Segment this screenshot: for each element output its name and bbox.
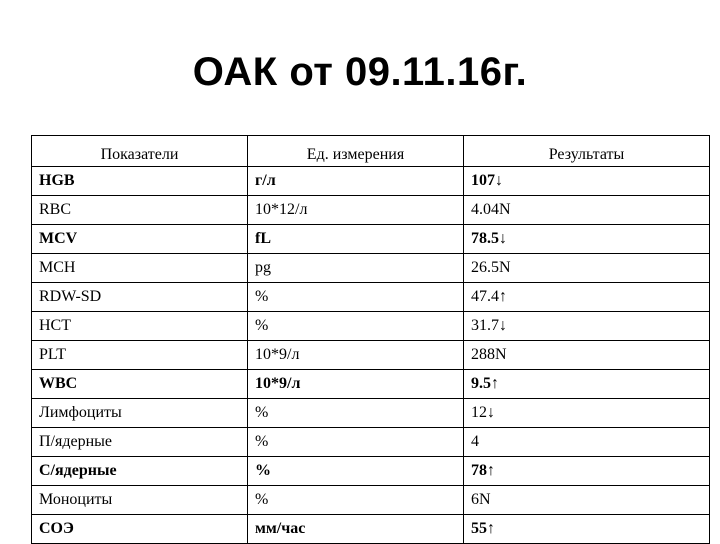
table-row (32, 515, 710, 544)
table-row (32, 225, 710, 254)
table-row (32, 283, 710, 312)
lab-results-table (31, 135, 710, 544)
indicator-cell: Моноциты (32, 486, 248, 515)
indicator-cell: MCV (32, 225, 248, 254)
result-cell: 26.5N (464, 254, 710, 283)
indicator-cell: WBC (32, 370, 248, 399)
indicator-cell: СОЭ (32, 515, 248, 544)
unit-cell: мм/час (248, 515, 464, 544)
table-row (32, 341, 710, 370)
result-cell: 78↑ (464, 457, 710, 486)
result-cell: 4 (464, 428, 710, 457)
indicator-cell: HGB (32, 167, 248, 196)
unit-cell: % (248, 428, 464, 457)
result-cell: 288N (464, 341, 710, 370)
indicator-cell: PLT (32, 341, 248, 370)
table-row (32, 167, 710, 196)
result-cell: 6N (464, 486, 710, 515)
indicator-cell: Лимфоциты (32, 399, 248, 428)
unit-cell: % (248, 486, 464, 515)
indicator-cell: С/ядерные (32, 457, 248, 486)
indicator-cell: HCT (32, 312, 248, 341)
unit-cell: % (248, 457, 464, 486)
table-row (32, 428, 710, 457)
result-cell: 107↓ (464, 167, 710, 196)
unit-cell: % (248, 312, 464, 341)
indicator-cell: MCH (32, 254, 248, 283)
table-row (32, 312, 710, 341)
unit-cell: 10*9/л (248, 341, 464, 370)
header-indicator: Показатели (32, 136, 248, 167)
unit-cell: pg (248, 254, 464, 283)
table-row (32, 196, 710, 225)
table-row (32, 399, 710, 428)
result-cell: 78.5↓ (464, 225, 710, 254)
unit-cell: % (248, 283, 464, 312)
table-row (32, 457, 710, 486)
result-cell: 47.4↑ (464, 283, 710, 312)
indicator-cell: П/ядерные (32, 428, 248, 457)
unit-cell: fL (248, 225, 464, 254)
result-cell: 12↓ (464, 399, 710, 428)
result-cell: 55↑ (464, 515, 710, 544)
indicator-cell: RBC (32, 196, 248, 225)
table-row (32, 486, 710, 515)
result-cell: 4.04N (464, 196, 710, 225)
unit-cell: % (248, 399, 464, 428)
unit-cell: 10*9/л (248, 370, 464, 399)
unit-cell: 10*12/л (248, 196, 464, 225)
header-unit: Ед. измерения (248, 136, 464, 167)
page-title: ОАК от 09.11.16г. (192, 50, 528, 94)
header-result: Результаты (464, 136, 710, 167)
unit-cell: г/л (248, 167, 464, 196)
table-header-row (32, 136, 710, 167)
result-cell: 31.7↓ (464, 312, 710, 341)
table-row (32, 254, 710, 283)
result-cell: 9.5↑ (464, 370, 710, 399)
table-row (32, 370, 710, 399)
indicator-cell: RDW-SD (32, 283, 248, 312)
